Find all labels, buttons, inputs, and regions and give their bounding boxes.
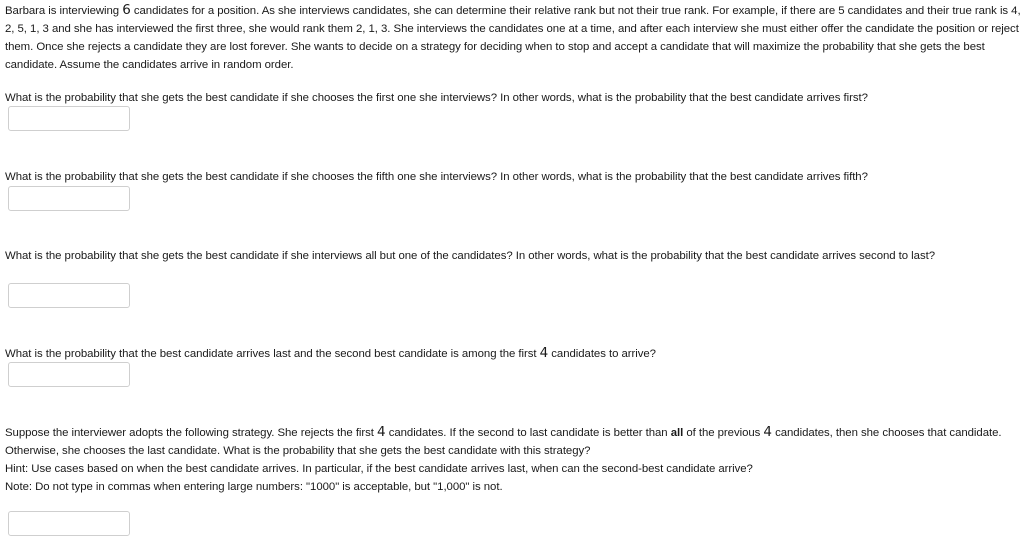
question-2-text: What is the probability that she gets the best candidate if she chooses the fifth one she interviews? In other words, what is the probability that the best candidate arrives fifth? <box>5 171 868 183</box>
answer-input-2[interactable] <box>8 186 130 211</box>
question-5-text <box>5 423 1021 460</box>
question-4-number: 4 <box>539 345 549 361</box>
question-5-note: Note: Do not type in commas when entering large numbers: "1000" is acceptable, but "1,000" is not. <box>5 481 503 493</box>
question-3-text: What is the probability that she gets the best candidate if she interviews all but one of the candidates? In other words, what is the probability that the best candidate arrives second to last? <box>5 250 935 262</box>
question-1-text: What is the probability that she gets the best candidate if she chooses the first one she interviews? In other words, what is the probability that the best candidate arrives first? <box>5 92 868 104</box>
answer-input-1[interactable] <box>8 106 130 131</box>
question-5-number-2: 4 <box>763 424 772 440</box>
question-4-part-1: What is the probability that the best candidate arrives last and the second best candidate is among the first <box>5 348 540 360</box>
answer-input-4[interactable] <box>8 362 130 387</box>
answer-input-3[interactable] <box>8 283 130 308</box>
question-5 <box>5 423 1021 496</box>
problem-intro <box>5 1 1021 74</box>
question-5-bold-all: all <box>670 427 684 439</box>
question-5-part-1: Suppose the interviewer adopts the following strategy. She rejects the first <box>5 427 378 439</box>
candidate-count: 6 <box>122 2 131 18</box>
answer-input-5[interactable] <box>8 511 130 536</box>
intro-text-1: Barbara is interviewing <box>5 5 123 17</box>
question-5-part-2: candidates. If the second to last candidate is better than <box>385 427 671 439</box>
question-5-part-3: of the previous <box>683 427 764 439</box>
question-5-number-1: 4 <box>377 424 386 440</box>
question-4-part-2: candidates to arrive? <box>548 348 656 360</box>
question-5-hint: Hint: Use cases based on when the best candidate arrives. In particular, if the best candidate arrives last, when can the second-best candidate arrive? <box>5 463 753 475</box>
question-4-text <box>5 344 1021 363</box>
question-5-part-4: candidates, then she chooses that candidate. Otherwise, she chooses the last candidate. What is the probability that she gets the best candidate with this strategy? <box>5 427 1002 457</box>
intro-text-2: candidates for a position. As she interviews candidates, she can determine their relative rank but not their true rank. For example, if there are 5 candidates and their true rank is 4, 2, 5, 1, 3 and she has interviewed the first three, she would rank them 2, 1, 3. She interviews the candidates one at a time, and after each interview she must either offer the candidate the position or reject them. Once she rejects a candidate they are lost forever. She wants to decide on a strategy for deciding when to stop and accept a candidate that will maximize the probability that she gets the best candidate. Assume the candidates arrive in random order. <box>5 5 1021 71</box>
